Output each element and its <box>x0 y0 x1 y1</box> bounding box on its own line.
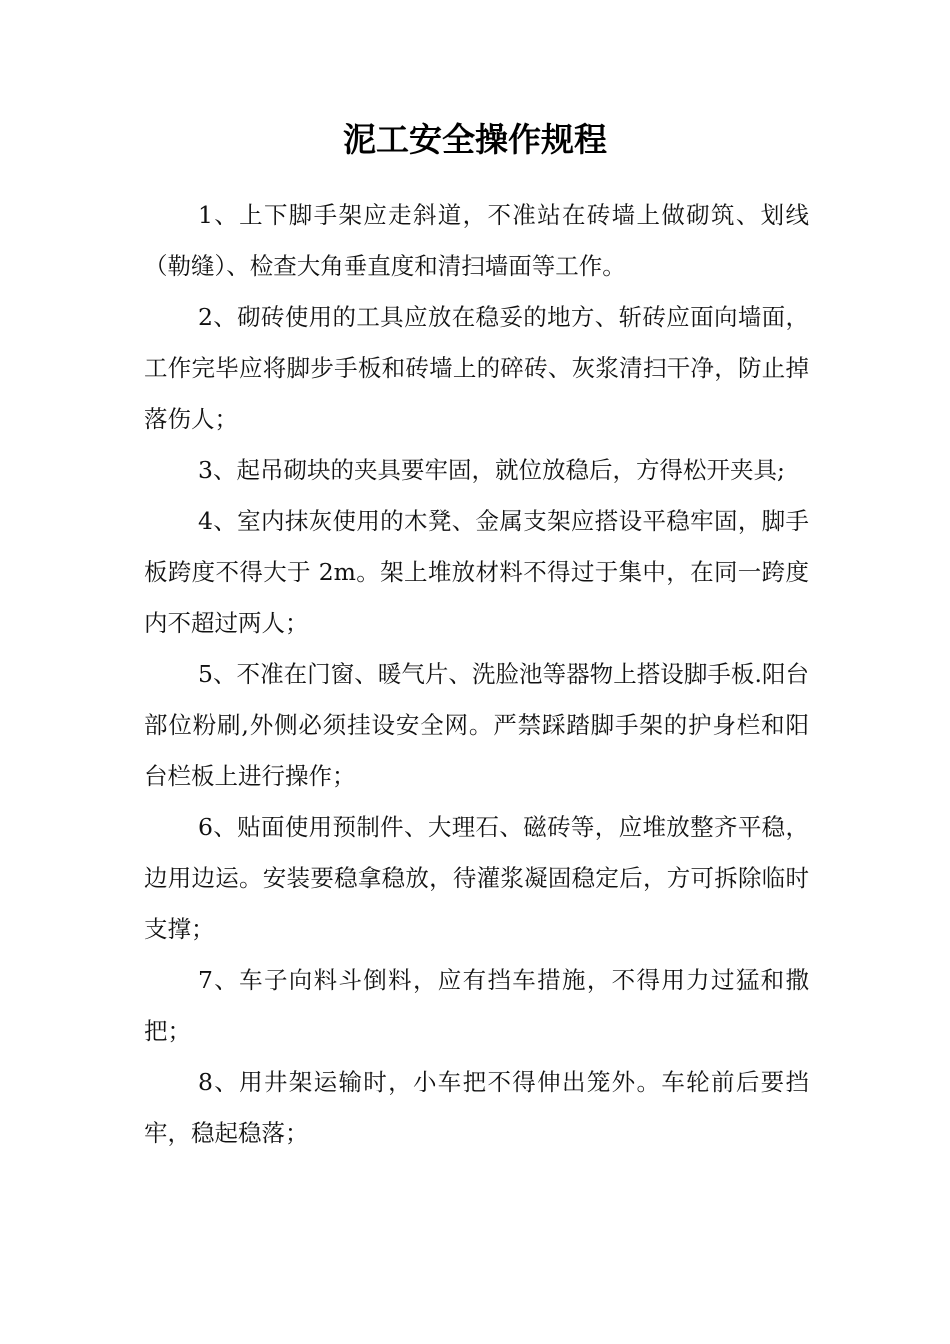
document-body <box>144 190 809 1159</box>
paragraph-7: 7、车子向料斗倒料，应有挡车措施，不得用力过猛和撒把； <box>144 966 809 1045</box>
paragraph-8: 8、用井架运输时，小车把不得伸出笼外。车轮前后要挡牢，稳起稳落； <box>144 1068 809 1147</box>
paragraph-4: 4、室内抹灰使用的木凳、金属支架应搭设平稳牢固，脚手板跨度不得大于 2m。架上堆放材料不得过于集中，在同一跨度内不超过两人； <box>144 507 809 637</box>
page-title: 泥工安全操作规程 <box>343 120 607 159</box>
paragraph-1: 1、上下脚手架应走斜道，不准站在砖墙上做砌筑、划线 （勒缝）、检查大角垂直度和清扫墙面等工作。 <box>144 201 809 280</box>
paragraph-3: 3、起吊砌块的夹具要牢固，就位放稳后，方得松开夹具; <box>198 456 785 484</box>
paragraph-6: 6、贴面使用预制件、大理石、磁砖等，应堆放整齐平稳，边用边运。安装要稳拿稳放，待灌浆凝固稳定后，方可拆除临时支撑； <box>144 813 809 943</box>
paragraph-2: 2、砌砖使用的工具应放在稳妥的地方、斩砖应面向墙面，工作完毕应将脚步手板和砖墙上的碎砖、灰浆清扫干净，防止掉落伤人； <box>144 303 809 433</box>
paragraph-5: 5、不准在门窗、暖气片、洗脸池等器物上搭设脚手板.阳台部位粉刷,外侧必须挂设安全网。严禁踩踏脚手架的护身栏和阳台栏板上进行操作； <box>144 660 809 790</box>
